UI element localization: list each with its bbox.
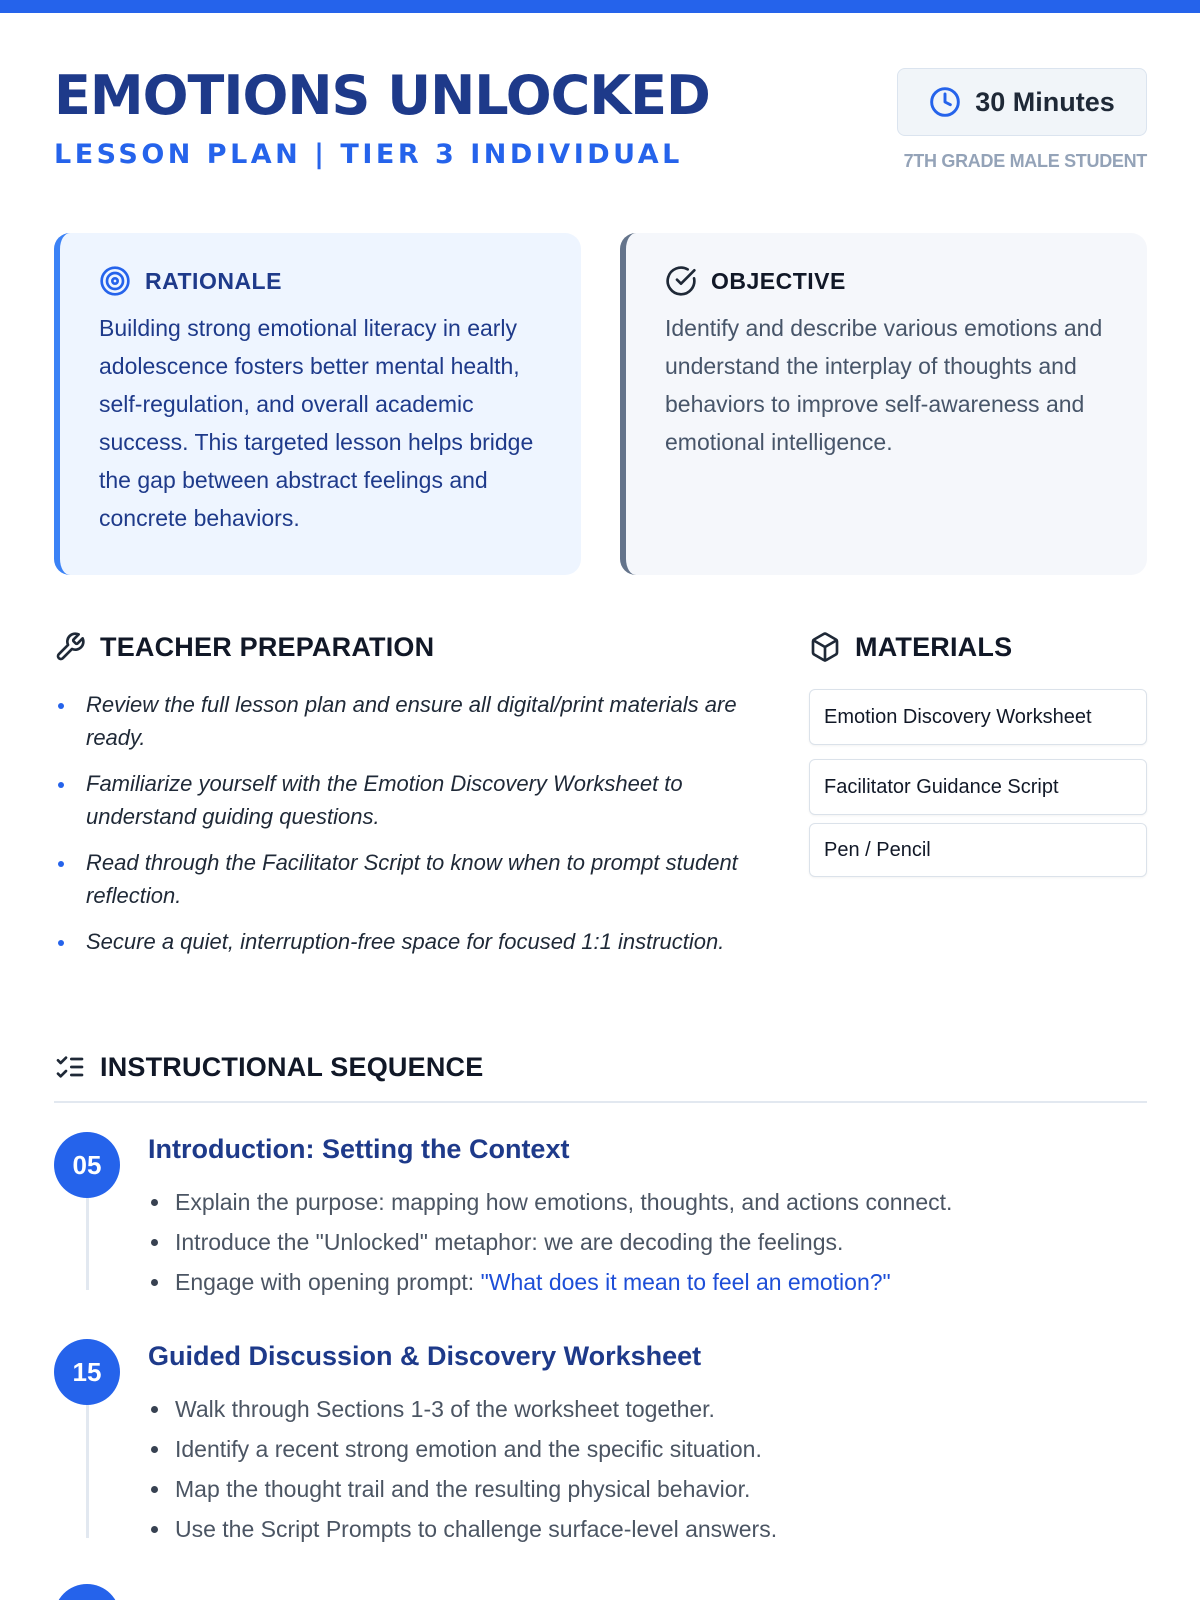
objective-text: Identify and describe various emotions and understand the interplay of thoughts and behaviors to improve self-awareness and emotional intelligence.: [665, 315, 1103, 455]
box-icon: [809, 631, 841, 663]
step-time-badge: 15: [54, 1339, 120, 1405]
wrench-icon: [54, 631, 86, 663]
section-divider: [54, 1101, 1147, 1103]
sequence-step-3-partial: [54, 1584, 1147, 1600]
list-item: Introduce the "Unlocked" metaphor: we are decoding the feelings.: [148, 1222, 1138, 1262]
page-subtitle: LESSON PLAN | TIER 3 INDIVIDUAL: [54, 139, 683, 170]
list-item: Read through the Facilitator Script to know when to prompt student reflection.: [54, 846, 774, 912]
duration-label: 30 Minutes: [975, 86, 1115, 117]
list-item: [148, 1262, 1138, 1302]
list-item: Familiarize yourself with the Emotion Discovery Worksheet to understand guiding questions.: [54, 767, 774, 833]
list-item: Map the thought trail and the resulting physical behavior.: [148, 1469, 1138, 1509]
clock-icon: [929, 86, 961, 118]
step-list: [148, 1182, 1138, 1302]
list-item: Use the Script Prompts to challenge surface-level answers.: [148, 1509, 1138, 1549]
teacher-prep-title: TEACHER PREPARATION: [100, 631, 435, 662]
sequence-step-2: [54, 1339, 1147, 1549]
objective-card: [620, 233, 1147, 575]
step-time-badge: 05: [54, 1132, 120, 1198]
page-title: EMOTIONS UNLOCKED: [54, 64, 710, 127]
step-list: [148, 1389, 1138, 1549]
objective-title: OBJECTIVE: [711, 267, 846, 294]
teacher-prep-heading: [54, 631, 434, 663]
material-item: Emotion Discovery Worksheet: [809, 689, 1147, 745]
checklist-icon: [54, 1051, 86, 1083]
sequence-heading: [54, 1051, 483, 1083]
list-item: Identify a recent strong emotion and the specific situation.: [148, 1429, 1138, 1469]
step-title: Introduction: Setting the Context: [148, 1134, 570, 1164]
material-item: Pen / Pencil: [809, 823, 1147, 877]
materials-title: MATERIALS: [855, 631, 1013, 662]
rationale-text: Building strong emotional literacy in early adolescence fosters better mental health, self-regulation, and overall academic success. This targeted lesson helps bridge the gap between abstract feelings and concrete behaviors.: [99, 315, 534, 531]
list-item-text: Engage with opening prompt:: [175, 1269, 481, 1295]
rationale-title: RATIONALE: [145, 267, 282, 294]
sequence-title: INSTRUCTIONAL SEQUENCE: [100, 1051, 484, 1082]
list-item: Walk through Sections 1-3 of the worksheet together.: [148, 1389, 1138, 1429]
timeline-connector: [86, 1405, 89, 1538]
rationale-card: [54, 233, 581, 575]
step-title: Guided Discussion & Discovery Worksheet: [148, 1341, 702, 1371]
materials-list: [809, 689, 1147, 891]
target-icon: [99, 265, 131, 297]
materials-heading: [809, 631, 1012, 663]
list-item: Secure a quiet, interruption-free space for focused 1:1 instruction.: [54, 925, 774, 958]
duration-badge: [897, 68, 1147, 136]
material-item: Facilitator Guidance Script: [809, 759, 1147, 815]
step-time-badge: [54, 1584, 120, 1600]
check-circle-icon: [665, 265, 697, 297]
top-accent-bar: [0, 0, 1200, 13]
timeline-connector: [86, 1198, 89, 1290]
list-item: Review the full lesson plan and ensure all digital/print materials are ready.: [54, 688, 774, 754]
sequence-step-1: [54, 1132, 1147, 1295]
teacher-prep-list: [54, 688, 774, 971]
opening-prompt-quote: "What does it mean to feel an emotion?": [480, 1269, 891, 1295]
list-item: Explain the purpose: mapping how emotions, thoughts, and actions connect.: [148, 1182, 1138, 1222]
grade-label: 7TH GRADE MALE STUDENT: [903, 151, 1147, 171]
